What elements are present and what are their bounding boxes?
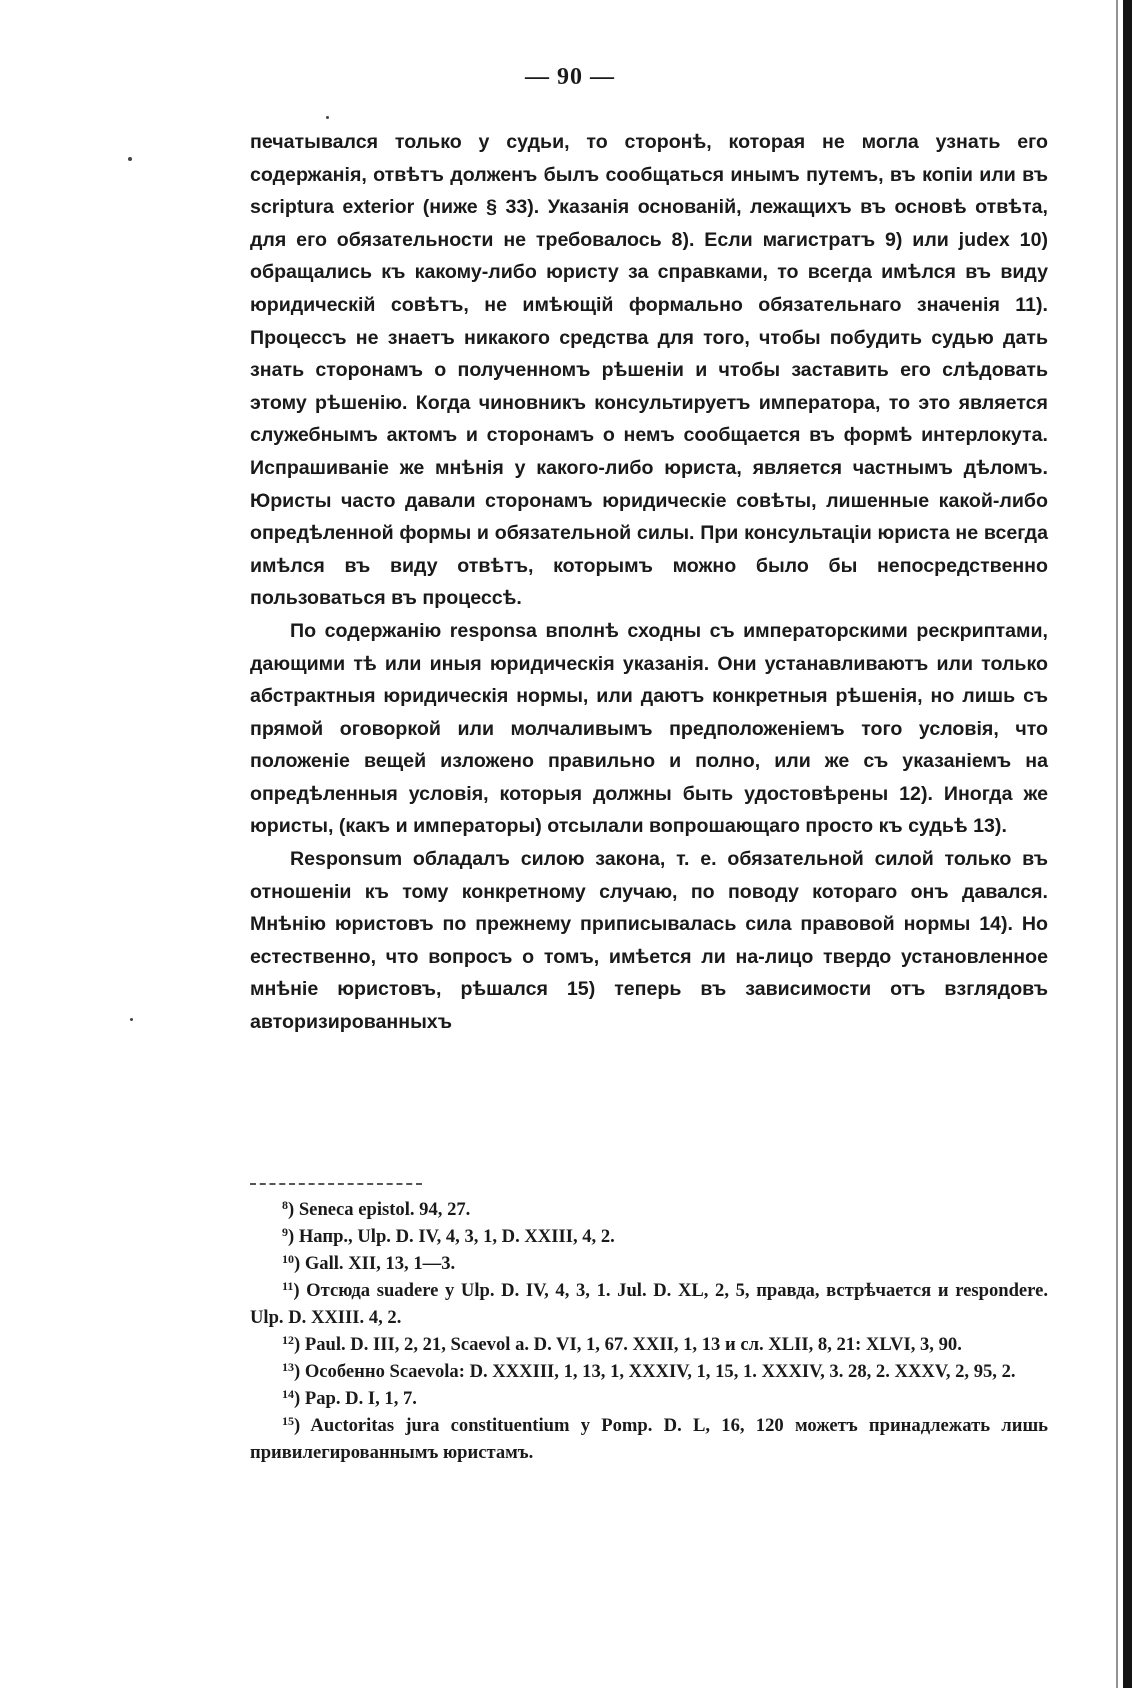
footnote-text: Напр., Ulp. D. IV, 4, 3, 1, D. XXIII, 4, 2. (298, 1226, 615, 1247)
footnote-text: Pap. D. I, 1, 7. (304, 1388, 417, 1409)
scan-speck (326, 116, 329, 119)
footnote: $^{11}$) Отсюда suadere у Ulp. D. IV, 4, 3, 1. Jul. D. XL, 2, 5, правда, встрѣчается и respondere. Ulp. D. XXIII. 4, 2. (250, 1279, 1048, 1328)
footnote-mark: 10 (282, 1252, 294, 1266)
main-text (250, 126, 1048, 1039)
footnote-text: Paul. D. III, 2, 21, Scaevol a. D. VI, 1, 67. XXII, 1, 13 и сл. XLII, 8, 21: XLVI, 3, 90. (304, 1334, 962, 1355)
footnote: $^9$) Напр., Ulp. D. IV, 4, 3, 1, D. XXIII, 4, 2. (282, 1225, 615, 1247)
paragraph-1: печатывался только у судьи, то сторонѣ, которая не могла узнать его содержанія, отвѣтъ долженъ былъ сообщаться инымъ путемъ, въ копіи или въ scriptura exterior (ниже § 33). Указанія основаній, лежащихъ въ основѣ отвѣта, для его обязательности не требовалось 8). Если магистратъ 9) или judex 10) обращались къ какому-либо юристу за справками, то всегда имѣлся въ виду юридическій совѣтъ, не имѣющій формально обязательнаго значенія 11). Процессъ не знаетъ никакого средства для того, чтобы побудить судью дать знать сторонамъ о полученномъ рѣшеніи и чтобы заставить его слѣдовать этому рѣшенію. Когда чиновникъ консультируетъ императора, то это является служебнымъ актомъ и сторонамъ о немъ сообщается въ формѣ интерлокута. Испрашиваніе же мнѣнія у какого-либо юриста, является частнымъ дѣломъ. Юристы часто давали сторонамъ юридическіе совѣты, лишенные какой-либо опредѣленной формы и обязательной силы. При консультаціи юриста не всегда имѣлся въ виду отвѣтъ, которымъ можно было бы непосредственно пользоваться въ процессѣ. (250, 131, 1048, 610)
footnote: $^8$) Seneca epistol. 94, 27. (282, 1198, 471, 1220)
footnote-text: Отсюда suadere у Ulp. D. IV, 4, 3, 1. Jul. D. XL, 2, 5, правда, встрѣчается и respondere. Ulp. D. XXIII. 4, 2. (250, 1280, 1048, 1328)
footnote: $^{13}$) Особенно Scaevola: D. XXXIII, 1, 13, 1, XXXIV, 1, 15, 1. XXXIV, 3. 28, 2. XXXV, 2, 95, 2. (282, 1360, 1016, 1382)
footnote-mark: 11 (282, 1279, 294, 1293)
footnote: $^{14}$) Pap. D. I, 1, 7. (282, 1387, 417, 1409)
footnote: $^{10}$) Gall. XII, 13, 1—3. (282, 1252, 456, 1274)
footnote-mark: 15 (282, 1414, 294, 1428)
footnote-text: Особенно Scaevola: D. XXXIII, 1, 13, 1, XXXIV, 1, 15, 1. XXXIV, 3. 28, 2. XXXV, 2, 95, 2. (304, 1361, 1016, 1382)
scan-speck (130, 1018, 133, 1021)
paragraph-3: Responsum обладалъ силою закона, т. е. обязательной силой только въ отношеніи къ тому конкретному случаю, по поводу котораго онъ давался. Мнѣнію юристовъ по прежнему приписывалась сила правовой нормы 14). Но естественно, что вопросъ о томъ, имѣется ли на-лицо твердо установленное мнѣніе юристовъ, рѣшался 15) теперь въ зависимости отъ взглядовъ авторизированныхъ (250, 848, 1048, 1034)
paragraph-2: По содержанію responsa вполнѣ сходны съ императорскими рескриптами, дающими тѣ или иныя юридическія указанія. Они устанавливаютъ или только абстрактныя юридическія нормы, или даютъ конкретныя рѣшенія, но лишь съ прямой оговоркой или молчаливымъ предположеніемъ того условія, что положеніе вещей изложено правильно и полно, или же съ указаніемъ на опредѣленныя условія, которыя должны быть удостовѣрены 12). Иногда же юристы, (какъ и императоры) отсылали вопрошающаго просто къ судьѣ 13). (250, 619, 1048, 838)
footnote-mark: 9 (282, 1225, 288, 1239)
scan-border-right (1123, 0, 1132, 1688)
footnotes (250, 1196, 1048, 1466)
scan-speck (128, 157, 132, 161)
footnote-text: Auctoritas jura constituentium у Pomp. D. L, 16, 120 можетъ принадлежать лишь привилегированнымъ юристамъ. (250, 1415, 1048, 1463)
scan-border-shadow (1116, 0, 1118, 1688)
footnote-mark: 13 (282, 1360, 294, 1374)
footnote: $^{12}$) Paul. D. III, 2, 21, Scaevol a. D. VI, 1, 67. XXII, 1, 13 и сл. XLII, 8, 21: XLVI, 3, 90. (282, 1333, 962, 1355)
footnote-text: Gall. XII, 13, 1—3. (304, 1253, 456, 1274)
footnote-mark: 14 (282, 1387, 294, 1401)
page-number: — 90 — (525, 64, 615, 90)
footnote-mark: 8 (282, 1198, 288, 1212)
footnote: $^{15}$) Auctoritas jura constituentium у Pomp. D. L, 16, 120 можетъ принадлежать лишь привилегированнымъ юристамъ. (250, 1414, 1048, 1463)
footnote-divider (250, 1183, 422, 1185)
footnote-text: Seneca epistol. 94, 27. (298, 1199, 471, 1220)
footnote-mark: 12 (282, 1333, 294, 1347)
